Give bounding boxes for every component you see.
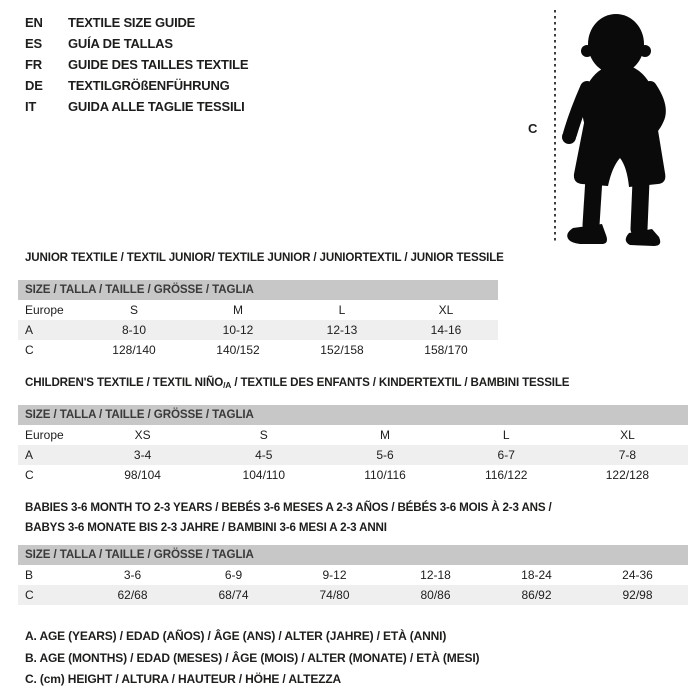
- size-cell: 98/104: [124, 468, 161, 482]
- size-cell: 14-16: [430, 323, 462, 337]
- size-cell: L: [502, 428, 510, 442]
- size-cell: 122/128: [605, 468, 650, 482]
- language-code: ES: [25, 36, 42, 51]
- legend-notes: [25, 626, 479, 691]
- children-textile-table: [18, 375, 688, 485]
- size-cell: 104/110: [242, 468, 286, 482]
- language-item: [25, 12, 248, 33]
- table-row: [18, 340, 498, 360]
- language-code: DE: [25, 78, 43, 93]
- language-name: GUIDE DES TAILLES TEXTILE: [68, 57, 249, 72]
- language-name: TEXTILE SIZE GUIDE: [68, 15, 196, 30]
- size-cell: 3-4: [133, 448, 152, 462]
- language-code: IT: [25, 99, 37, 114]
- table-row: [18, 565, 688, 585]
- size-cell: 128/140: [112, 343, 156, 357]
- table-row: [18, 465, 688, 485]
- size-cell: 152/158: [320, 343, 364, 357]
- size-cell: 7-8: [618, 448, 637, 462]
- language-code: FR: [25, 57, 42, 72]
- size-cell: 18-24: [521, 568, 552, 582]
- size-header-bar: SIZE / TALLA / TAILLE / GRÖSSE / TAGLIA: [18, 405, 688, 425]
- table-rows: [18, 300, 498, 360]
- size-cell: XL: [620, 428, 635, 442]
- table-row: [18, 445, 688, 465]
- size-cell: 6-7: [497, 448, 515, 462]
- size-cell: L: [338, 303, 346, 317]
- babies-textile-table: [18, 498, 688, 605]
- size-cell: XL: [438, 303, 454, 317]
- table-title-line1: BABIES 3-6 MONTH TO 2-3 YEARS / BEBÉS 3-6 MESES A 2-3 AÑOS / BÉBÉS 3-6 MOIS À 2-3 ANS /: [25, 501, 552, 514]
- size-cell: 4-5: [255, 448, 273, 462]
- height-measure-dashed-line: [554, 10, 556, 244]
- size-cell: 68/74: [218, 588, 249, 602]
- size-header-bar: SIZE / TALLA / TAILLE / GRÖSSE / TAGLIA: [18, 280, 498, 300]
- size-cell: 12-18: [420, 568, 451, 582]
- row-label: C: [25, 588, 34, 602]
- language-item: [25, 75, 248, 96]
- size-cell: 3-6: [123, 568, 142, 582]
- table-rows: [18, 565, 688, 605]
- size-cell: M: [233, 303, 243, 317]
- size-header-bar: SIZE / TALLA / TAILLE / GRÖSSE / TAGLIA: [18, 545, 688, 565]
- table-title-part: / TEXTILE DES ENFANTS / KINDERTEXTIL / BAMBINI TESSILE: [231, 376, 570, 389]
- legend-note: C. (cm) HEIGHT / ALTURA / HAUTEUR / HÖHE / ALTEZZA: [25, 672, 342, 686]
- size-cell: S: [129, 303, 138, 317]
- language-name: GUÍA DE TALLAS: [68, 36, 173, 51]
- size-cell: M: [380, 428, 390, 442]
- language-name: TEXTILGRÖßENFÜHRUNG: [68, 78, 230, 93]
- row-label: B: [25, 568, 34, 582]
- height-measure-label: C: [528, 121, 538, 136]
- size-cell: 74/80: [319, 588, 350, 602]
- size-cell: 12-13: [326, 323, 358, 337]
- row-label: Europe: [25, 428, 64, 442]
- size-cell: 9-12: [322, 568, 347, 582]
- size-cell: 10-12: [222, 323, 254, 337]
- row-label: A: [25, 448, 34, 462]
- language-item: [25, 54, 248, 75]
- size-cell: 6-9: [224, 568, 243, 582]
- size-cell: 8-10: [121, 323, 147, 337]
- size-cell: 62/68: [117, 588, 148, 602]
- baby-silhouette-image: [561, 8, 700, 248]
- table-title-wrap: [18, 498, 688, 538]
- language-code: EN: [25, 15, 43, 30]
- size-cell: 158/170: [424, 343, 468, 357]
- table-row: [18, 300, 498, 320]
- size-cell: S: [259, 428, 268, 442]
- table-title-line2: BABYS 3-6 MONATE BIS 2-3 JAHRE / BAMBINI 3-6 MESI A 2-3 ANNI: [25, 521, 387, 534]
- size-cell: 5-6: [376, 448, 394, 462]
- legend-note: A. AGE (YEARS) / EDAD (AÑOS) / ÂGE (ANS) / ALTER (JAHRE) / ETÀ (ANNI): [25, 629, 447, 643]
- table-row: [18, 585, 688, 605]
- language-list: [25, 12, 248, 117]
- table-title: JUNIOR TEXTILE / TEXTIL JUNIOR/ TEXTILE JUNIOR / JUNIORTEXTIL / JUNIOR TESSILE: [25, 251, 504, 264]
- size-cell: 92/98: [622, 588, 653, 602]
- language-item: [25, 33, 248, 54]
- size-cell: 140/152: [216, 343, 260, 357]
- table-row: [18, 425, 688, 445]
- junior-textile-table: [18, 250, 504, 360]
- table-rows: [18, 425, 688, 485]
- row-label: Europe: [25, 303, 64, 317]
- size-cell: 110/116: [364, 468, 406, 482]
- legend-note: B. AGE (MONTHS) / EDAD (MESES) / ÂGE (MOIS) / ALTER (MONATE) / ETÀ (MESI): [25, 650, 480, 665]
- size-cell: 24-36: [622, 568, 653, 582]
- language-name: GUIDA ALLE TAGLIE TESSILI: [68, 99, 245, 114]
- size-cell: XS: [134, 428, 151, 442]
- table-title: [18, 375, 688, 391]
- table-title-part: CHILDREN'S TEXTILE / TEXTIL NIÑO: [25, 376, 224, 389]
- size-cell: 116/122: [484, 468, 528, 482]
- row-label: C: [25, 468, 34, 482]
- table-title-part-sub: /A: [223, 380, 232, 390]
- row-label: C: [25, 343, 34, 357]
- language-item: [25, 96, 248, 117]
- size-cell: 86/92: [521, 588, 552, 602]
- row-label: A: [25, 323, 34, 337]
- size-cell: 80/86: [420, 588, 451, 602]
- table-row: [18, 320, 498, 340]
